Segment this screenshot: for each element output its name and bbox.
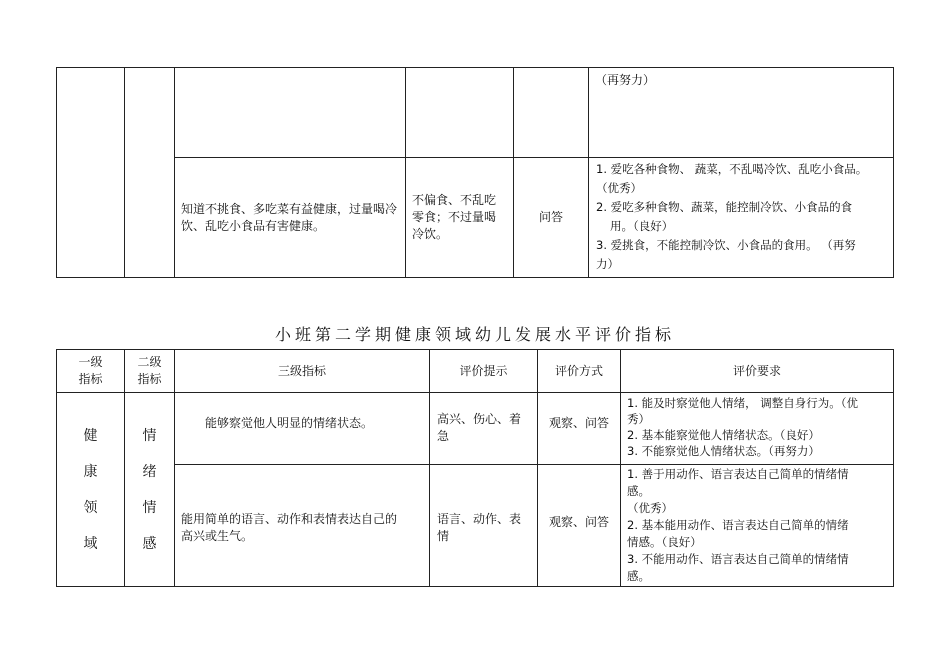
top-row2-hint bbox=[405, 157, 514, 278]
header-level2-line: 二级 bbox=[137, 355, 162, 369]
level1-char: 康 bbox=[83, 463, 98, 480]
row2-req-line: （优秀） bbox=[627, 501, 673, 515]
top-row1-requirement bbox=[588, 67, 894, 158]
top-row2-req-line: 力） bbox=[596, 257, 619, 271]
top-row1-requirement-text: （再努力） bbox=[595, 73, 656, 87]
header-hint: 评价提示 bbox=[429, 349, 538, 393]
top-col-level2 bbox=[124, 67, 175, 278]
row1-method bbox=[537, 392, 621, 465]
top-row2-req-line: 2. 爱吃多种食物、蔬菜，能控制冷饮、小食品的食 bbox=[596, 200, 853, 214]
level2-char: 感 bbox=[142, 535, 157, 552]
level1-char: 健 bbox=[83, 427, 98, 444]
row2-hint-line: 情 bbox=[437, 529, 450, 543]
row1-indicator-text: 能够察觉他人明显的情绪状态。 bbox=[205, 416, 374, 430]
row2-req-line: 感。 bbox=[627, 484, 650, 498]
row2-requirements bbox=[620, 464, 894, 587]
level2-char: 情 bbox=[142, 499, 157, 516]
header-level1-line: 一级 bbox=[78, 355, 103, 369]
level1-cell bbox=[56, 392, 125, 587]
top-row2-requirements bbox=[588, 157, 894, 278]
level1-char: 域 bbox=[83, 535, 98, 552]
top-row2-method bbox=[513, 157, 589, 278]
top-row1-indicator bbox=[174, 67, 406, 158]
top-row2-indicator bbox=[174, 157, 406, 278]
top-row2-req-line: （优秀） bbox=[596, 181, 642, 195]
row2-req-line: 3. 不能用动作、语言表达自己简单的情绪情 bbox=[627, 552, 849, 566]
row2-req-line: 2. 基本能用动作、语言表达自己简单的情绪 bbox=[627, 518, 849, 532]
row2-req-line: 1. 善于用动作、语言表达自己简单的情绪情 bbox=[627, 467, 849, 481]
header-level3: 三级指标 bbox=[174, 349, 430, 393]
header-level1 bbox=[56, 349, 125, 393]
top-row2-method-text: 问答 bbox=[538, 210, 563, 224]
level2-char: 情 bbox=[142, 427, 157, 444]
header-level2 bbox=[124, 349, 175, 393]
top-row2-req-line: 用。（良好） bbox=[610, 219, 674, 233]
row1-indicator bbox=[174, 392, 430, 465]
row1-req-line: 2. 基本能察觉他人情绪状态。（良好） bbox=[627, 428, 820, 442]
row2-indicator-line: 高兴或生气。 bbox=[181, 529, 254, 543]
top-row1-method bbox=[513, 67, 589, 158]
header-requirement: 评价要求 bbox=[620, 349, 894, 393]
header-level1-line: 指标 bbox=[78, 372, 103, 386]
top-row2-indicator-text: 知道不挑食、多吃菜有益健康，过量喝冷饮、乱吃小食品有害健康。 bbox=[181, 201, 398, 233]
row2-req-line: 情感。（良好） bbox=[627, 535, 702, 549]
top-row2-req-line: 1. 爱吃各种食物、 蔬菜，不乱喝冷饮、乱吃小食品。 bbox=[596, 162, 868, 176]
level2-char: 绪 bbox=[142, 463, 157, 480]
row1-req-line: 1. 能及时察觉他人情绪， 调整自身行为。（优 bbox=[627, 396, 859, 410]
row1-method-text: 观察、问答 bbox=[548, 416, 609, 430]
row1-hint-line: 高兴、伤心、着 bbox=[437, 412, 522, 426]
row1-req-line: 3. 不能察觉他人情绪状态。（再努力） bbox=[627, 444, 820, 458]
row2-indicator bbox=[174, 464, 430, 587]
row2-hint bbox=[429, 464, 538, 587]
row1-hint bbox=[429, 392, 538, 465]
row2-req-line: 感。 bbox=[627, 569, 650, 583]
top-col-level1 bbox=[56, 67, 125, 278]
header-method: 评价方式 bbox=[537, 349, 621, 393]
level1-char: 领 bbox=[83, 499, 98, 516]
row2-method bbox=[537, 464, 621, 587]
row1-req-line: 秀） bbox=[627, 412, 650, 426]
row1-requirements bbox=[620, 392, 894, 465]
row2-indicator-line: 能用简单的语言、动作和表情表达自己的 bbox=[181, 512, 398, 526]
top-row1-hint bbox=[405, 67, 514, 158]
level2-cell bbox=[124, 392, 175, 587]
header-level2-line: 指标 bbox=[137, 372, 162, 386]
row2-hint-line: 语言、动作、表 bbox=[437, 512, 522, 526]
top-row2-req-line: 3. 爱挑食，不能控制冷饮、小食品的食用。 （再努 bbox=[596, 238, 856, 252]
page-title: 小班第二学期健康领域幼儿发展水平评价指标 bbox=[274, 325, 675, 344]
top-row2-hint-text: 不偏食、不乱吃零食；不过量喝冷饮。 bbox=[412, 193, 497, 241]
row1-hint-line: 急 bbox=[437, 429, 450, 443]
row2-method-text: 观察、问答 bbox=[548, 515, 609, 529]
